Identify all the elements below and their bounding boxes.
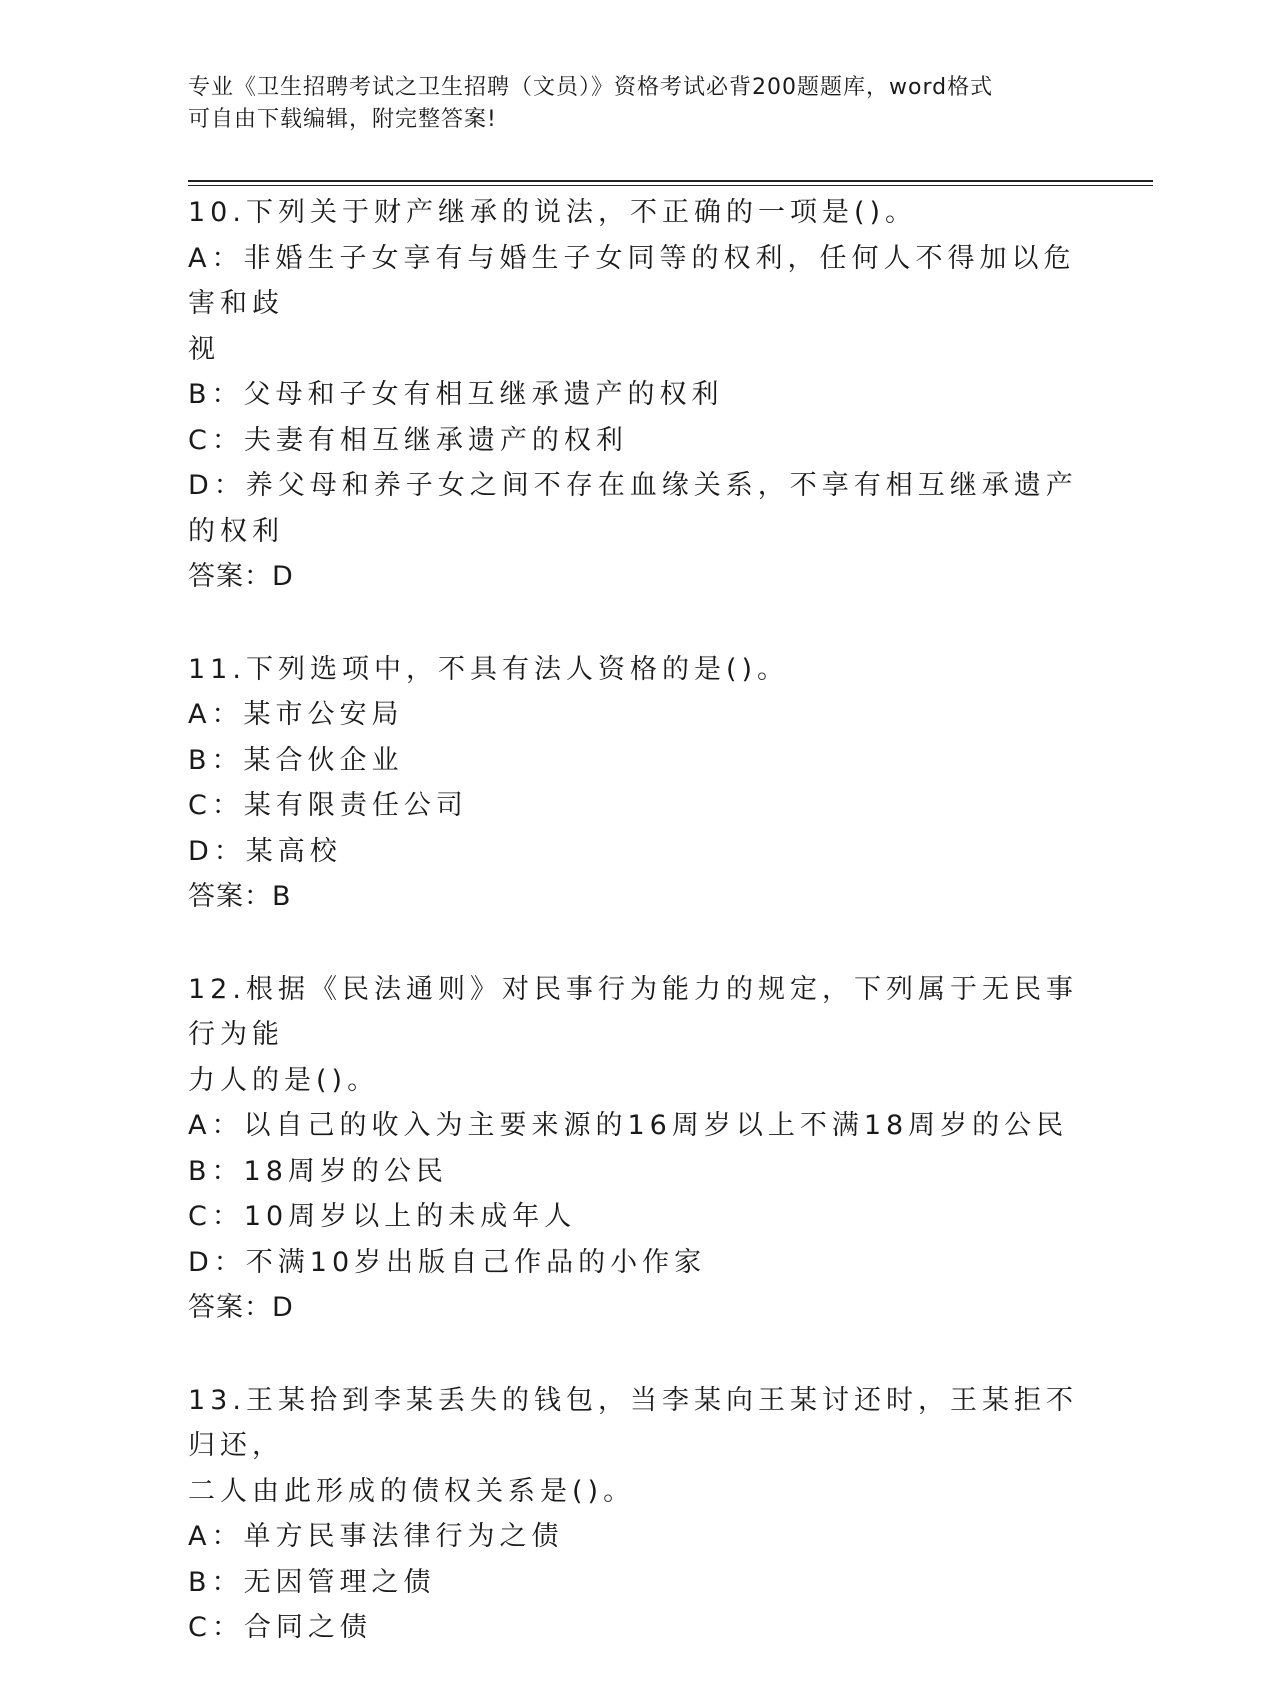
answer-option: A：以自己的收入为主要来源的16周岁以上不满18周岁的公民 [188, 1110, 1069, 1141]
answer-option: B：无因管理之债 [188, 1566, 436, 1598]
question-stem: 13.王某拾到李某丢失的钱包，当李某向王某讨还时，王某拒不归还， [188, 1384, 1078, 1461]
answer-key: 答案：B [188, 881, 292, 912]
question-block [188, 1378, 1088, 1651]
answer-option: B：父母和子女有相互继承遗产的权利 [188, 379, 724, 410]
answer-option: 视 [188, 333, 220, 365]
question-block [188, 190, 1088, 600]
answer-option: C：某有限责任公司 [188, 790, 468, 821]
header-rule-thin [188, 185, 1153, 186]
answer-option: C：合同之债 [188, 1612, 372, 1643]
header-line-1: 专业《卫生招聘考试之卫生招聘（文员）》资格考试必背200题题库，word格式 [188, 75, 994, 100]
answer-option: D：不满10岁出版自己作品的小作家 [188, 1246, 707, 1278]
answer-option: A：非婚生子女享有与婚生子女同等的权利，任何人不得加以危害和歧 [188, 242, 1076, 319]
answer-key: 答案：D [188, 1292, 294, 1323]
question-stem: 力人的是()。 [188, 1064, 380, 1096]
question-block [188, 647, 1088, 920]
question-stem: 10.下列关于财产继承的说法，不正确的一项是()。 [188, 197, 918, 228]
answer-option: B：某合伙企业 [188, 744, 404, 776]
header-line-2: 可自由下载编辑，附完整答案! [188, 107, 497, 132]
answer-option: A：某市公安局 [188, 699, 404, 730]
answer-option: A：单方民事法律行为之债 [188, 1521, 564, 1552]
question-stem: 11.下列选项中，不具有法人资格的是()。 [188, 653, 790, 685]
question-list [188, 190, 1088, 1698]
answer-option: C：10周岁以上的未成年人 [188, 1201, 577, 1232]
answer-option: B：18周岁的公民 [188, 1155, 448, 1187]
answer-key: 答案：D [188, 561, 294, 592]
question-block [188, 967, 1088, 1331]
answer-option: C：夫妻有相互继承遗产的权利 [188, 424, 628, 456]
question-stem: 二人由此形成的债权关系是()。 [188, 1475, 636, 1507]
document-header [188, 72, 1068, 136]
header-rule-thick [188, 180, 1153, 182]
question-stem: 12.根据《民法通则》对民事行为能力的规定，下列属于无民事行为能 [188, 973, 1078, 1050]
answer-option: D：某高校 [188, 835, 342, 867]
answer-option: D：养父母和养子女之间不存在血缘关系，不享有相互继承遗产的权利 [188, 470, 1078, 547]
